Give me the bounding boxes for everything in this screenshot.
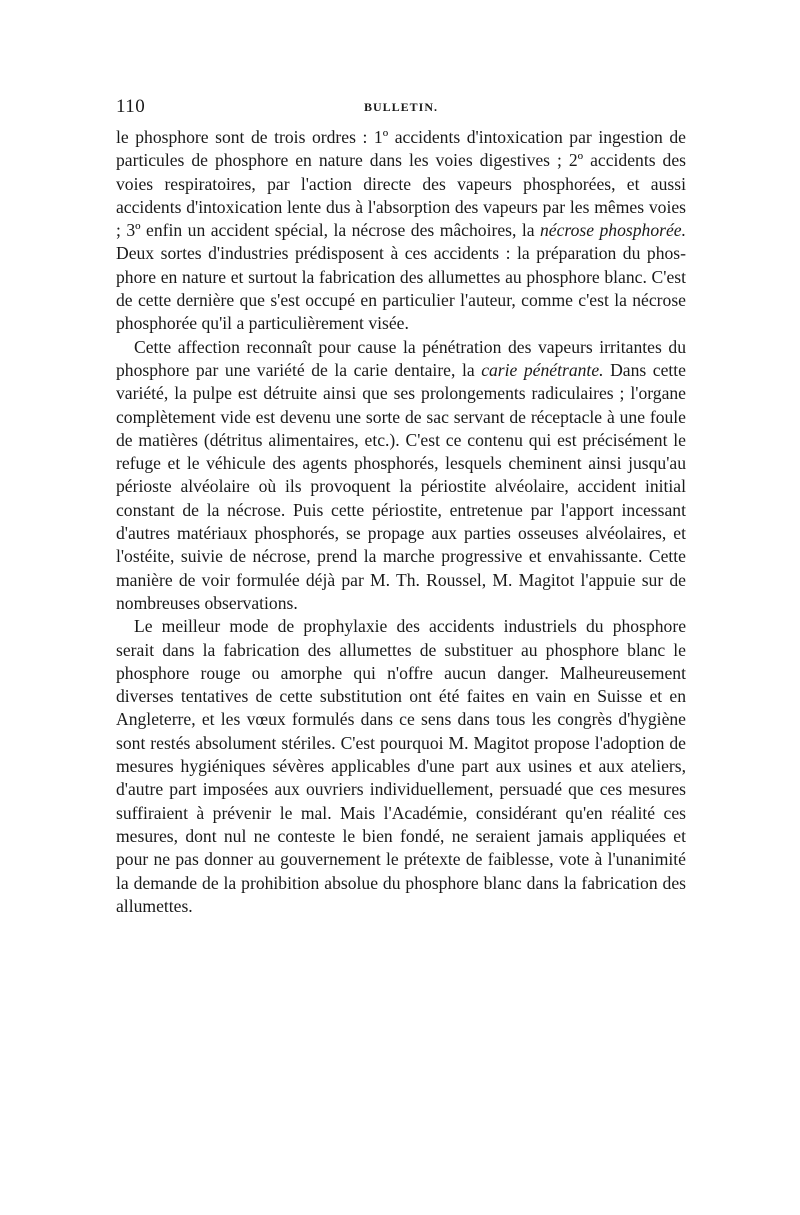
paragraph-text: Le meilleur mode de prophylaxie des accidents industriels du phosphore serait dans la fabrication des allumettes de substituer au phosphore blanc le phosphore rouge ou amorphe qui n'offre aucun danger. Malheureusement diverses tentatives de cette substitution ont été faites en vain en Suisse et en Angleterre, et les vœux formulés dans ce sens dans tous les congrès d'hygiène sont restés absolument stériles. C'est pourquoi M. Magitot propose l'adoption de mesures hygiéniques sévères applicables d'une part aux usines et aux ateliers, d'autre part imposées aux ouvriers individuellement, persuadé que ces mesures suffiraient à prévenir le mal. Mais l'Académie, considérant qu'en réalité ces mesures, dont nul ne conteste le bien fondé, ne seraient jamais appliquées et pour ne pas donner au gouvernement le prétexte de faiblesse, vote à l'unanimité la demande de la prohibition absolue du phosphore blanc dans la fabrication des allumettes. (116, 616, 686, 916)
paragraph (116, 336, 686, 616)
page-number: 110 (116, 96, 146, 117)
running-head (116, 96, 686, 126)
paragraph-text: Deux sortes d'industries prédisposent à ces accidents : la préparation du phosphore en nature et surtout la fabrication des allumettes au phosphore blanc. C'est de cette dernière que s'est occupé en particulier l'auteur, comme c'est la nécrose phosphorée qu'il a particulièrement visée. (116, 243, 686, 334)
paragraph-text: le phosphore sont de trois ordres : 1º accidents d'intoxication par ingestion de particules de phosphore en nature dans les voies digestives ; 2º accidents des voies respiratoires, par l'action directe des vapeurs phosphorées, et aussi accidents d'intoxication lente dus à l'absorption des vapeurs par les mêmes voies ; 3º enfin un accident spécial, la nécrose des mâchoires, la (116, 127, 686, 241)
paragraph (116, 615, 686, 918)
page (116, 96, 686, 918)
body-text (116, 126, 686, 918)
italic-term: carie pénétrante. (481, 359, 604, 380)
running-head-title: BULLETIN. (363, 100, 439, 114)
paragraph-text: Cette affection reconnaît pour cause la pénétration des vapeurs irritantes du phosphore par une variété de la carie dentaire, la (116, 336, 686, 380)
italic-term: nécrose phosphorée. (540, 220, 687, 241)
paragraph-text: Dans cette variété, la pulpe est détruite ainsi que ses prolongements radiculaires ; l'organe complètement vide est devenu une sorte de sac servant de réceptacle à une foule de matières (détritus alimentaires, etc.). C'est ce contenu qui est précisément le refuge et le véhicule des agents phosphorés, lesquels cheminent ainsi jusqu'au périoste alvéolaire où ils provoquent la périostite alvéolaire, accident initial constant de la nécrose. Puis cette périostite, entretenue par l'apport incessant d'autres matériaux phosphorés, se propage aux parties osseuses alvéolaires, et l'ostéite, suivie de nécrose, prend la marche progressive et envahissante. Cette manière de voir formulée déjà par M. Th. Roussel, M. Magitot l'appuie sur de nombreuses observations. (116, 359, 686, 613)
paragraph (116, 126, 686, 336)
